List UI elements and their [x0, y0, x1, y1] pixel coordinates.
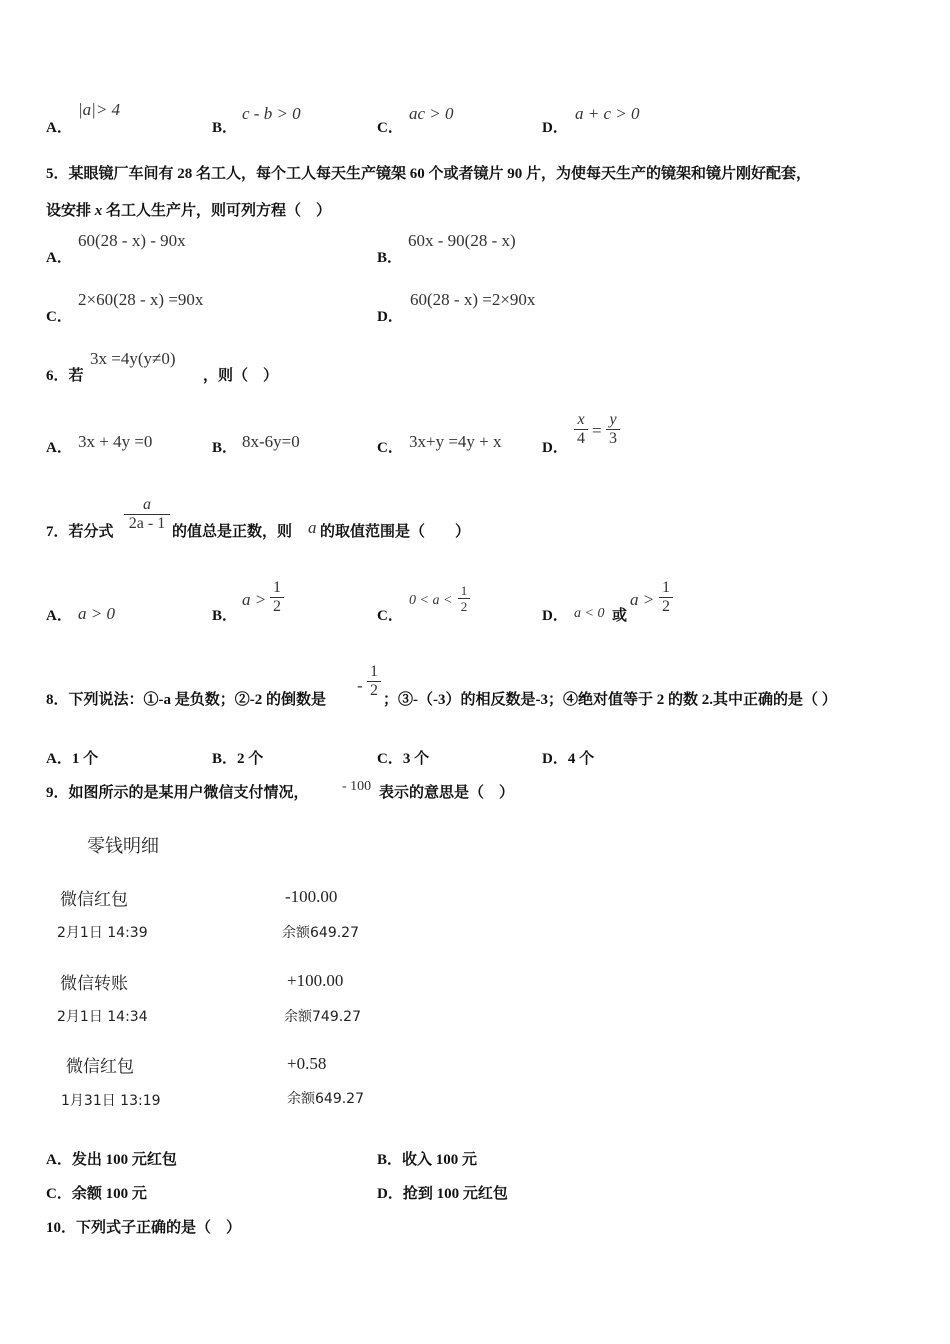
q7-b-den: 2 [273, 598, 281, 615]
entry-3-amount: +0.58 [287, 1054, 327, 1073]
q10-stem: 10．下列式子正确的是（ ） [46, 1220, 242, 1236]
q7-frac-den: 2a - 1 [128, 515, 166, 532]
entry-1-balance: 余额649.27 [282, 925, 359, 941]
q5-option-b-expr: 60x - 90(28 - x) [408, 231, 516, 250]
q7-d-den: 2 [662, 598, 670, 615]
q8-fraction [367, 663, 381, 700]
q9-stem-suffix: 表示的意思是（ ） [379, 785, 515, 801]
q7-option-c-fraction [458, 583, 470, 614]
wallet-detail-title: 零钱明细 [87, 836, 159, 857]
q8-option-c: C．3 个 [377, 751, 430, 767]
q9-option-c: C．余额 100 元 [46, 1186, 147, 1202]
q7-option-d-fraction [659, 579, 673, 616]
q7-option-d-mid: a > [630, 590, 655, 609]
q5-stem-var: x [94, 203, 103, 219]
q7-frac-num: a [143, 496, 151, 513]
q7-option-d-lhs: a < 0 [574, 606, 605, 621]
q8-neg-sign: - [357, 676, 363, 695]
entry-2-time: 2月1日 14:34 [57, 1009, 148, 1025]
entry-2-name: 微信转账 [60, 974, 128, 994]
q5-stem-line2-a: 设安排 [46, 203, 92, 219]
entry-2-balance: 余额749.27 [284, 1009, 361, 1025]
q7-option-b-fraction [270, 579, 284, 616]
q5-stem-line1: 5．某眼镜厂车间有 28 名工人，每个工人每天生产镜架 60 个或者镜片 90 片，为使每天生产的镜架和镜片刚好配套， [46, 166, 812, 182]
q6-option-d-label: D． [542, 440, 568, 456]
q7-option-a-expr: a > 0 [78, 604, 115, 623]
q7-option-c-lhs: 0 < a < [409, 593, 453, 608]
q5-option-a-label: A． [46, 250, 72, 266]
q5-option-a-expr: 60(28 - x) - 90x [78, 231, 186, 250]
q8-option-b: B．2 个 [212, 751, 264, 767]
q8-stem-suffix: ；③-（-3）的相反数是-3；④绝对值等于 2 的数 2.其中正确的是（ ） [383, 692, 837, 708]
q7-option-a-label: A． [46, 608, 72, 624]
q5-option-c-label: C． [46, 309, 72, 325]
q6-option-b-expr: 8x-6y=0 [242, 432, 300, 451]
q7-c-num: 1 [460, 583, 468, 598]
entry-3-name: 微信红包 [66, 1057, 134, 1077]
q4-option-c-expr: ac > 0 [409, 104, 454, 123]
entry-1-amount: -100.00 [285, 887, 338, 906]
q7-fraction [124, 496, 170, 533]
q5-option-d-expr: 60(28 - x) =2×90x [410, 290, 536, 309]
entry-2-amount: +100.00 [287, 971, 344, 990]
q6-option-c-label: C． [377, 440, 403, 456]
q9-option-a: A．发出 100 元红包 [46, 1152, 177, 1168]
q6-d-den2: 3 [609, 430, 617, 447]
q9-option-b: B．收入 100 元 [377, 1152, 478, 1168]
q7-option-b-lhs: a > [242, 590, 267, 609]
q8-option-a: A．1 个 [46, 751, 99, 767]
q9-value: - 100 [342, 779, 372, 794]
entry-3-balance: 余额649.27 [287, 1091, 364, 1107]
q6-option-a-expr: 3x + 4y =0 [78, 432, 153, 451]
q5-stem-line2-b: 名工人生产片，则可列方程（ ） [106, 203, 332, 219]
q6-option-a-label: A． [46, 440, 72, 456]
q4-option-d-expr: a + c > 0 [575, 104, 640, 123]
q5-option-c-expr: 2×60(28 - x) =90x [78, 290, 204, 309]
q6-option-b-label: B． [212, 440, 238, 456]
q7-stem-mid: 的值总是正数，则 [172, 524, 293, 540]
q7-stem-suffix: 的取值范围是（ ） [320, 524, 471, 540]
q7-b-num: 1 [273, 579, 281, 596]
q6-option-d-fraction-left [574, 411, 588, 448]
entry-1-time: 2月1日 14:39 [57, 925, 148, 941]
q6-d-num1: x [577, 411, 585, 428]
q6-d-equals: = [592, 421, 602, 440]
q7-d-num: 1 [662, 579, 670, 596]
q6-stem-suffix: ，则（ ） [203, 368, 279, 384]
q5-stem-line2 [46, 199, 331, 220]
q6-option-d-fraction-right [606, 411, 620, 448]
q5-option-b-label: B． [377, 250, 403, 266]
q6-option-c-expr: 3x+y =4y + x [409, 432, 502, 451]
q7-option-d-label: D． [542, 608, 568, 624]
q8-option-d: D．4 个 [542, 751, 595, 767]
q6-stem-prefix: 6．若 [46, 368, 84, 384]
q7-option-b-label: B． [212, 608, 238, 624]
q8-frac-den: 2 [370, 682, 378, 699]
entry-1-name: 微信红包 [60, 890, 128, 910]
q6-d-den1: 4 [577, 430, 585, 447]
q8-frac-num: 1 [370, 663, 378, 680]
q7-c-den: 2 [460, 599, 468, 614]
q7-stem-prefix: 7．若分式 [46, 524, 114, 540]
q6-d-num2: y [609, 411, 617, 428]
q7-var: a [308, 518, 317, 537]
q7-option-c-label: C． [377, 608, 403, 624]
q4-option-c-label: C． [377, 120, 403, 136]
q7-option-d-or: 或 [612, 608, 628, 624]
q4-option-d-label: D． [542, 120, 568, 136]
q9-stem-prefix: 9．如图所示的是某用户微信支付情况， [46, 785, 309, 801]
q4-option-a-expr: |a|> 4 [78, 100, 121, 119]
q9-option-d: D．抢到 100 元红包 [377, 1186, 508, 1202]
q6-condition: 3x =4y(y≠0) [90, 349, 176, 368]
q4-option-a-label: A． [46, 120, 72, 136]
q4-option-b-label: B． [212, 120, 238, 136]
q5-option-d-label: D． [377, 309, 403, 325]
q8-stem-prefix: 8．下列说法：①-a 是负数；②-2 的倒数是 [46, 692, 326, 708]
entry-3-time: 1月31日 13:19 [61, 1093, 161, 1109]
q4-option-b-expr: c - b > 0 [242, 104, 301, 123]
